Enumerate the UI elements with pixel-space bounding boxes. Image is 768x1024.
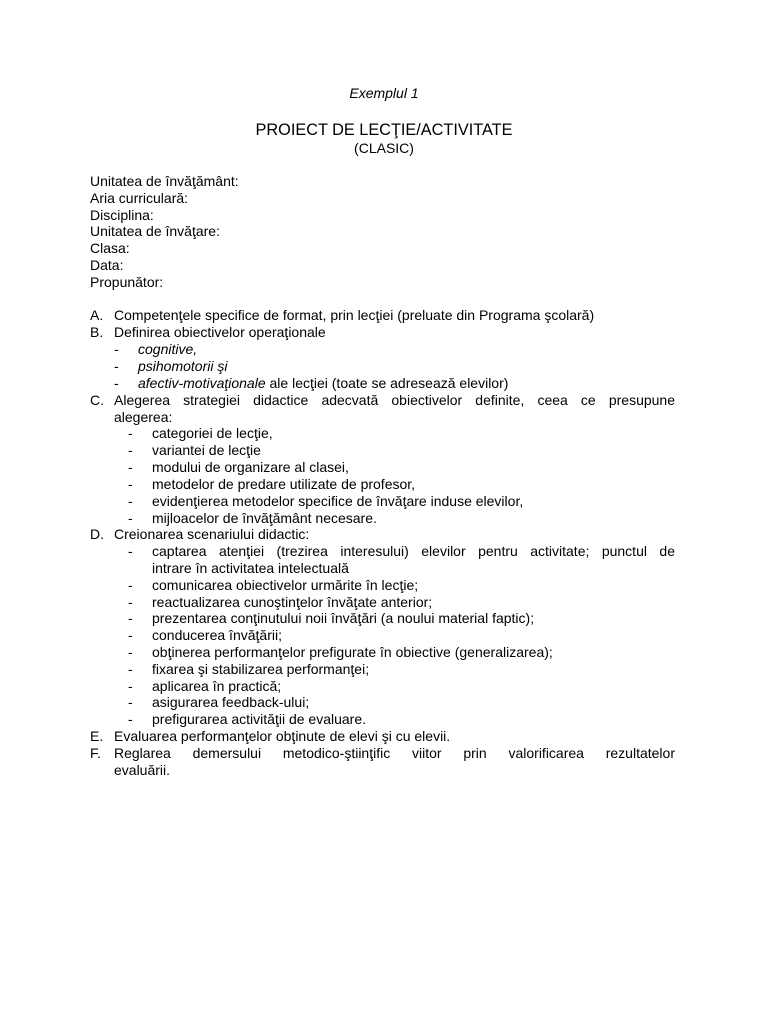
document-title: PROIECT DE LECŢIE/ACTIVITATE bbox=[255, 121, 513, 139]
dash-marker: - bbox=[114, 358, 119, 374]
item-text: aplicarea în practică; bbox=[152, 678, 282, 694]
item-italic: cognitive, bbox=[138, 341, 198, 357]
item-text-line1: captarea atenţiei (trezirea interesului) elevilor pentru activitate; punctul de bbox=[152, 543, 675, 559]
item-text: evidenţierea metodelor specifice de învăţare induse elevilor, bbox=[152, 493, 524, 509]
section-letter: F. bbox=[90, 745, 101, 761]
section-text: Evaluarea performanţelor obţinute de elevi şi cu elevii. bbox=[114, 728, 451, 744]
dash-marker: - bbox=[128, 543, 133, 559]
item-text: reactualizarea cunoştinţelor învăţate anterior; bbox=[152, 594, 433, 610]
item-text: modului de organizare al clasei, bbox=[152, 459, 349, 475]
field-data: Data: bbox=[90, 256, 124, 273]
section-letter: C. bbox=[90, 392, 104, 408]
item-text: variantei de lecţie bbox=[152, 442, 261, 458]
document-subtitle: (CLASIC) bbox=[354, 140, 414, 156]
dash-marker: - bbox=[128, 661, 133, 677]
dash-marker: - bbox=[128, 459, 133, 475]
dash-marker: - bbox=[114, 341, 119, 357]
item-text: prezentarea conţinutului noii învăţări (a noului material faptic); bbox=[152, 610, 535, 626]
form-fields bbox=[90, 173, 239, 291]
item-text-line2: intrare în activitatea intelectuală bbox=[152, 559, 349, 576]
item-text: fixarea şi stabilizarea performanţei; bbox=[152, 661, 370, 677]
field-propunator: Propunător: bbox=[90, 273, 164, 290]
item-text: prefigurarea activităţii de evaluare. bbox=[152, 711, 367, 727]
item-italic: afectiv-motivaţionale bbox=[138, 375, 266, 391]
item-text: metodelor de predare utilizate de profesor, bbox=[152, 476, 416, 492]
item-text: comunicarea obiectivelor urmărite în lecţie; bbox=[152, 577, 419, 593]
dash-marker: - bbox=[128, 594, 133, 610]
section-text: Creionarea scenariului didactic: bbox=[114, 526, 310, 542]
dash-marker: - bbox=[128, 678, 133, 694]
item-italic: psihomotorii şi bbox=[138, 358, 228, 374]
dash-marker: - bbox=[128, 627, 133, 643]
dash-marker: - bbox=[128, 577, 133, 593]
field-disciplina: Disciplina: bbox=[90, 206, 154, 223]
dash-marker: - bbox=[128, 476, 133, 492]
section-letter: B. bbox=[90, 324, 104, 340]
dash-marker: - bbox=[128, 694, 133, 710]
section-letter: E. bbox=[90, 728, 104, 744]
section-text: Definirea obiectivelor operaţionale bbox=[114, 324, 326, 340]
field-unitatea-invatare: Unitatea de învăţare: bbox=[90, 223, 220, 240]
item-text: ale lecţiei (toate se adresează elevilor) bbox=[265, 375, 509, 391]
item-text: obţinerea performanţelor prefigurate în obiective (generalizarea); bbox=[152, 644, 553, 660]
item-text: mijloacelor de învăţământ necesare. bbox=[152, 510, 377, 526]
section-letter: A. bbox=[90, 307, 104, 323]
dash-marker: - bbox=[128, 610, 133, 626]
example-label: Exemplul 1 bbox=[349, 85, 419, 101]
field-aria-curriculara: Aria curriculară: bbox=[90, 189, 189, 206]
field-unitatea-invatamant: Unitatea de învăţământ: bbox=[90, 173, 239, 189]
section-text-line2: evaluării. bbox=[114, 761, 171, 778]
section-text-line2: alegerea: bbox=[114, 408, 173, 425]
dash-marker: - bbox=[114, 375, 119, 391]
section-text-line1: Reglarea demersului metodico-ştiinţific viitor prin valorificarea rezultatelor bbox=[114, 745, 675, 761]
dash-marker: - bbox=[128, 644, 133, 660]
section-text-line1: Alegerea strategiei didactice adecvată obiectivelor definite, ceea ce presupune bbox=[114, 392, 675, 408]
dash-marker: - bbox=[128, 711, 133, 727]
item-text: conducerea învăţării; bbox=[152, 627, 282, 643]
dash-marker: - bbox=[128, 510, 133, 526]
item-text: asigurarea feedback-ului; bbox=[152, 694, 310, 710]
field-clasa: Clasa: bbox=[90, 240, 130, 257]
item-text: categoriei de lecţie, bbox=[152, 425, 273, 441]
section-letter: D. bbox=[90, 526, 104, 542]
section-text: Competenţele specifice de format, prin lecţiei (preluate din Programa şcolară) bbox=[114, 307, 595, 323]
dash-marker: - bbox=[128, 425, 133, 441]
dash-marker: - bbox=[128, 493, 133, 509]
dash-marker: - bbox=[128, 442, 133, 458]
